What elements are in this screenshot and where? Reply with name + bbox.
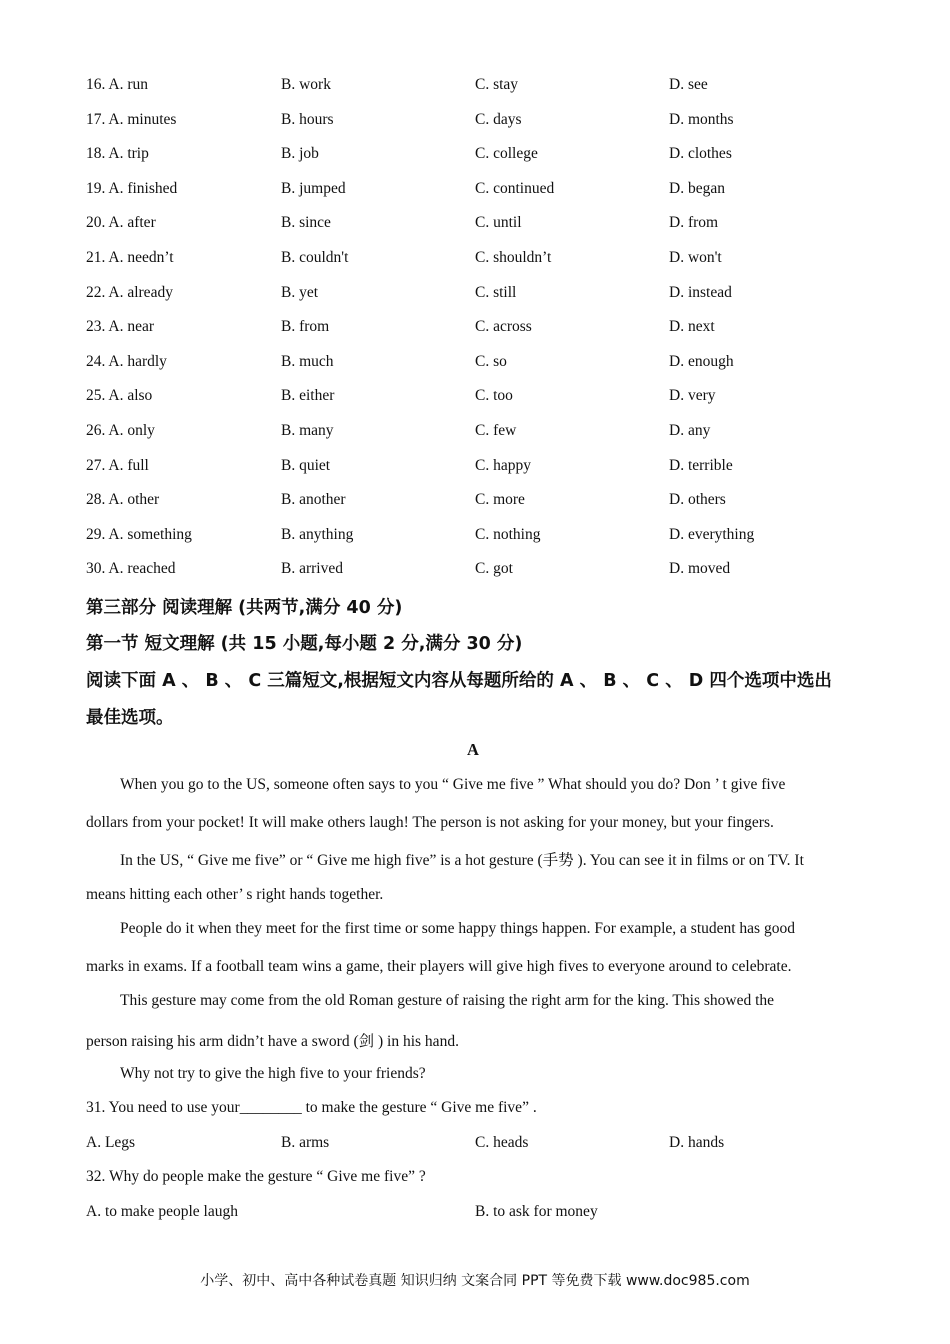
question-32-option-a: A. to make people laugh bbox=[86, 1203, 238, 1220]
cloze-option-b: B. arrived bbox=[281, 560, 343, 578]
cloze-option-a: 19. A. finished bbox=[86, 179, 178, 197]
cloze-option-c: C. until bbox=[475, 214, 522, 232]
cloze-option-a: 20. A. after bbox=[86, 214, 156, 232]
cloze-option-c: C. more bbox=[475, 491, 525, 509]
cloze-option-a: 26. A. only bbox=[86, 422, 155, 439]
cloze-option-b: B. yet bbox=[281, 283, 319, 301]
instruction-line-2: 最佳选项。 bbox=[86, 708, 174, 728]
question-31-stem: 31. You need to use your________ to make the gesture “ Give me five” . bbox=[86, 1099, 537, 1116]
paragraph-4-line-2: person raising his arm didn’t have a sword (剑 ) in his hand. bbox=[86, 1033, 459, 1050]
paragraph-3-line-1: People do it when they meet for the first time or some happy things happen. For example, a student has good bbox=[120, 920, 795, 937]
cloze-option-d: D. instead bbox=[669, 283, 732, 301]
cloze-option-a: 25. A. also bbox=[86, 387, 153, 405]
cloze-option-c: C. got bbox=[475, 560, 513, 578]
cloze-option-b: B. work bbox=[281, 76, 331, 93]
cloze-option-a: 23. A. near bbox=[86, 318, 155, 336]
cloze-option-d: D. next bbox=[669, 318, 715, 336]
question-31-option-c: C. heads bbox=[475, 1134, 529, 1151]
cloze-option-d: D. others bbox=[669, 491, 726, 509]
cloze-option-b: B. job bbox=[281, 145, 319, 163]
cloze-option-c: C. college bbox=[475, 145, 538, 163]
cloze-option-b: B. quiet bbox=[281, 456, 331, 474]
cloze-option-c: C. shouldn’t bbox=[475, 249, 552, 266]
cloze-option-d: D. enough bbox=[669, 352, 734, 370]
cloze-option-b: B. since bbox=[281, 214, 331, 232]
paragraph-5: Why not try to give the high five to your friends? bbox=[120, 1065, 426, 1082]
instruction-line-1: 阅读下面 A 、 B 、 C 三篇短文,根据短文内容从每题所给的 A 、 B 、 C 、 D 四个选项中选出 bbox=[86, 671, 832, 691]
cloze-option-d: D. won't bbox=[669, 249, 722, 266]
paragraph-3-line-2: marks in exams. If a football team wins a game, their players will give high fives to everyone around to celebrate. bbox=[86, 958, 792, 975]
passage-title: A bbox=[467, 740, 479, 759]
cloze-option-b: B. either bbox=[281, 387, 335, 405]
cloze-option-a: 21. A. needn’t bbox=[86, 249, 174, 266]
cloze-option-a: 22. A. already bbox=[86, 283, 173, 301]
cloze-option-d: D. any bbox=[669, 422, 711, 439]
cloze-option-b: B. many bbox=[281, 422, 334, 439]
cloze-option-a: 17. A. minutes bbox=[86, 110, 177, 128]
cloze-option-a: 30. A. reached bbox=[86, 560, 176, 578]
question-31-option-a: A. Legs bbox=[86, 1134, 136, 1151]
paragraph-1-line-2: dollars from your pocket! It will make others laugh! The person is not asking for your money, but your fingers. bbox=[86, 814, 774, 831]
cloze-option-a: 29. A. something bbox=[86, 525, 192, 543]
cloze-option-d: D. from bbox=[669, 214, 719, 232]
cloze-option-c: C. still bbox=[475, 283, 517, 301]
cloze-option-c: C. across bbox=[475, 318, 532, 336]
cloze-option-b: B. from bbox=[281, 318, 330, 336]
paragraph-4-line-1: This gesture may come from the old Roman gesture of raising the right arm for the king. This showed the bbox=[120, 992, 775, 1009]
cloze-option-d: D. clothes bbox=[669, 145, 732, 163]
cloze-option-b: B. much bbox=[281, 352, 334, 370]
cloze-option-d: D. see bbox=[669, 76, 708, 93]
paragraph-2-line-1: In the US, “ Give me five” or “ Give me high five” is a hot gesture (手势 ). You can see it in films or on TV. It bbox=[120, 852, 804, 869]
page-footer: 小学、初中、高中各种试卷真题 知识归纳 文案合同 PPT 等免费下载 www.doc985.com bbox=[200, 1273, 750, 1289]
cloze-option-d: D. began bbox=[669, 179, 725, 197]
cloze-option-d: D. months bbox=[669, 110, 734, 128]
cloze-option-c: C. so bbox=[475, 352, 507, 370]
cloze-option-b: B. jumped bbox=[281, 179, 346, 197]
question-32-stem: 32. Why do people make the gesture “ Give me five” ? bbox=[86, 1168, 426, 1185]
paragraph-1-line-1: When you go to the US, someone often says to you “ Give me five ” What should you do? Don ’ t give five bbox=[120, 776, 786, 793]
cloze-option-c: C. continued bbox=[475, 179, 555, 197]
cloze-option-c: C. too bbox=[475, 387, 513, 405]
cloze-option-d: D. moved bbox=[669, 560, 731, 578]
cloze-option-a: 16. A. run bbox=[86, 76, 148, 93]
question-32-option-b: B. to ask for money bbox=[475, 1203, 598, 1220]
cloze-option-a: 28. A. other bbox=[86, 491, 160, 509]
question-31-option-d: D. hands bbox=[669, 1134, 725, 1151]
cloze-option-d: D. very bbox=[669, 387, 716, 405]
cloze-option-c: C. happy bbox=[475, 456, 531, 474]
cloze-option-c: C. few bbox=[475, 422, 517, 439]
cloze-option-b: B. hours bbox=[281, 110, 334, 128]
cloze-option-b: B. anything bbox=[281, 525, 354, 543]
cloze-option-b: B. couldn't bbox=[281, 249, 349, 266]
sub-heading: 第一节 短文理解 (共 15 小题,每小题 2 分,满分 30 分) bbox=[86, 634, 523, 654]
paragraph-2-line-2: means hitting each other’ s right hands together. bbox=[86, 886, 384, 903]
question-31-option-b: B. arms bbox=[281, 1134, 330, 1151]
part-heading: 第三部分 阅读理解 (共两节,满分 40 分) bbox=[86, 598, 403, 618]
cloze-option-b: B. another bbox=[281, 491, 346, 509]
cloze-option-c: C. stay bbox=[475, 76, 519, 93]
cloze-option-a: 18. A. trip bbox=[86, 145, 149, 163]
cloze-option-c: C. days bbox=[475, 110, 522, 128]
cloze-option-a: 24. A. hardly bbox=[86, 352, 167, 370]
cloze-option-d: D. terrible bbox=[669, 456, 733, 474]
cloze-option-a: 27. A. full bbox=[86, 456, 149, 474]
cloze-option-c: C. nothing bbox=[475, 525, 541, 543]
cloze-option-d: D. everything bbox=[669, 525, 755, 543]
